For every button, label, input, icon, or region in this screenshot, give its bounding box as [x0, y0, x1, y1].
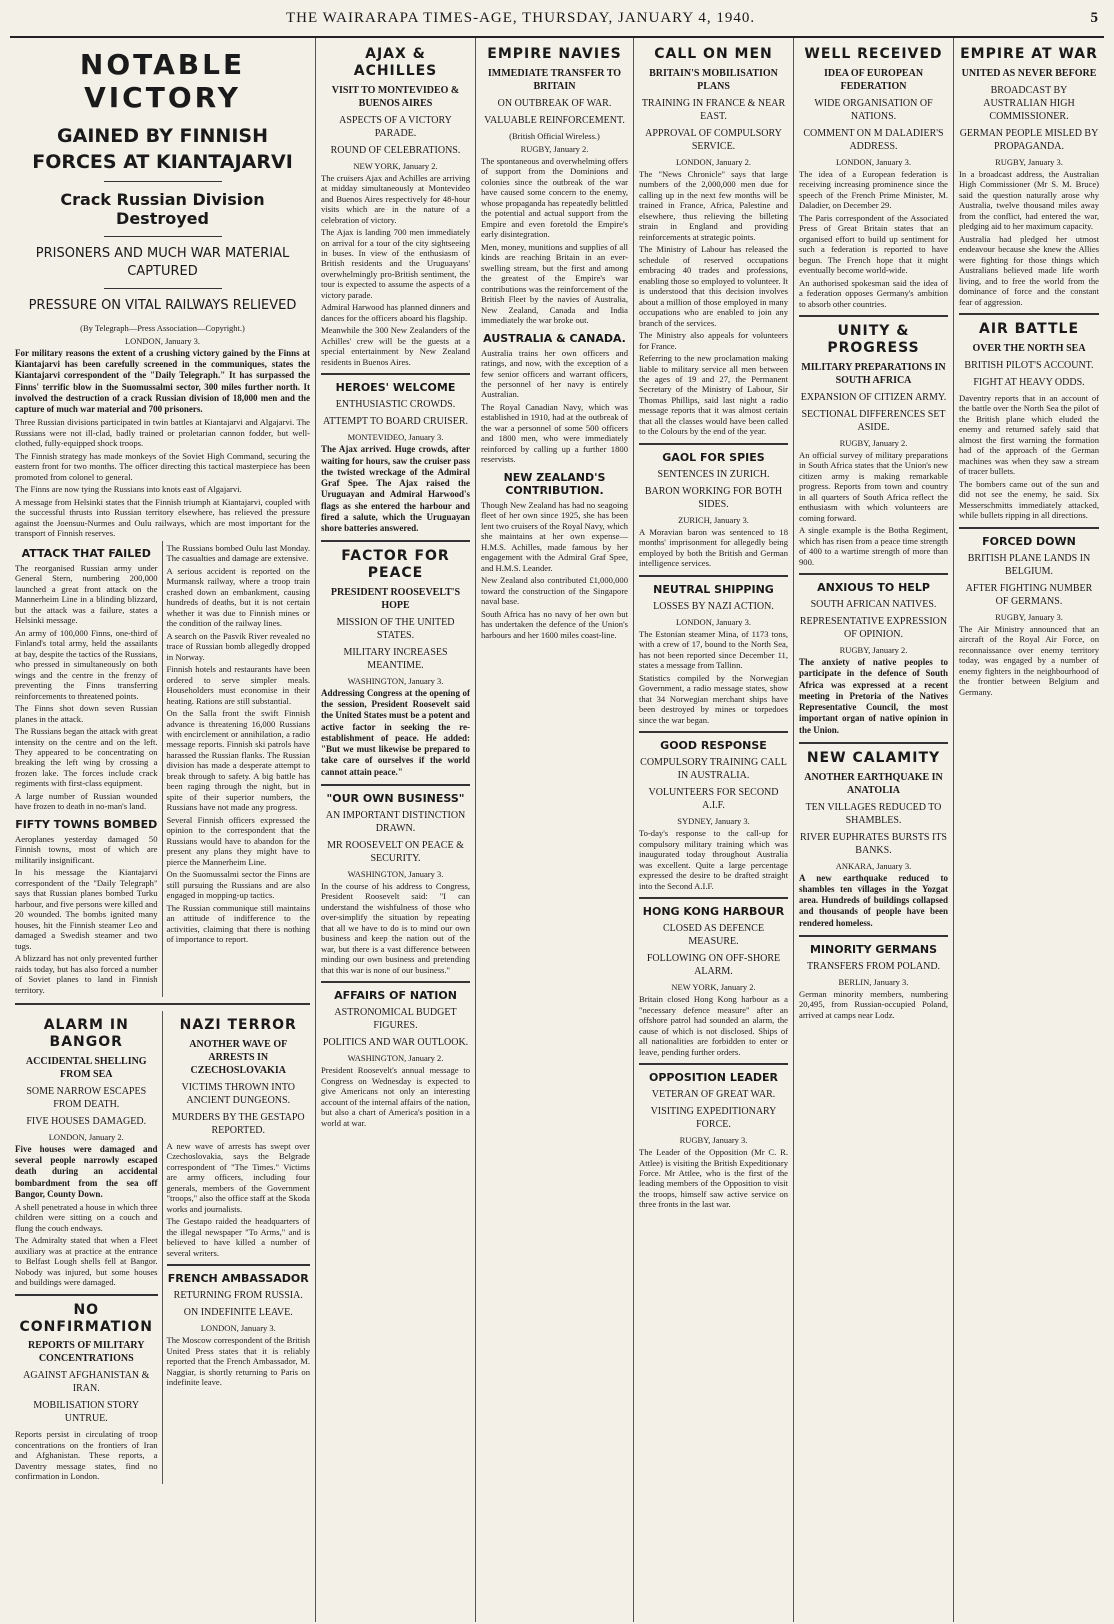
paragraph: The Ministry of Labour has released the schedule of reserved occupations embracing 40 trades and professions, enabling those so employed to volunteer. It is understood that this decision involves about a million of those employed in many occupations who are enabled to join any branch of the services. [639, 244, 788, 328]
deck: MILITARY INCREASES MEANTIME. [343, 646, 448, 671]
paragraph: The Gestapo raided the headquarters of the illegal newspaper "To Arms," and is believed to have killed a number of several writers. [166, 1216, 310, 1258]
headline-new-calamity: NEW CALAMITY [806, 749, 941, 766]
paragraph: Britain closed Hong Kong harbour as a "necessary defence measure" after an offshore patrol had sounded an alarm, the cause of which is not disclosed. Ships of all nationalities are forbidden to enter or leave, pending further orders. [639, 994, 788, 1057]
deck: EXPANSION OF CITIZEN ARMY. [800, 391, 947, 403]
deck: AGAINST AFGHANISTAN & IRAN. [23, 1370, 150, 1395]
headline-nazi-terror: NAZI TERROR [179, 1017, 297, 1034]
paragraph: The Paris correspondent of the Associated Press of Great Britain states that an organised effort to build up sentiment for such a federation is reported to have begun. The French hope that it might eventually become world-wide. [799, 212, 948, 276]
column-4 [634, 38, 794, 1622]
deck: PRESIDENT ROOSEVELT'S HOPE [330, 586, 461, 611]
deck: IMMEDIATE TRANSFER TO BRITAIN [487, 67, 622, 92]
deck: VALUABLE REINFORCEMENT. [484, 114, 625, 126]
deck: ANOTHER WAVE OF ARRESTS IN CZECHOSLOVAKIA [189, 1038, 288, 1076]
headline-no-confirmation: NO CONFIRMATION [19, 1301, 153, 1335]
headline-anxious-to-help: ANXIOUS TO HELP [817, 581, 930, 595]
headline-notable-victory: NOTABLE VICTORY [79, 48, 246, 114]
paragraph: Addressing Congress at the opening of the session, President Roosevelt said the United States must be a potent and active factor in seeking the re-establishment of peace. He added: "But we must likewise be prepared to take care of ourselves if the world cannot attain peace." [321, 687, 470, 777]
dateline: RUGBY, January 3. [679, 1135, 748, 1146]
column-6 [954, 38, 1104, 1622]
subhead-fifty-towns: FIFTY TOWNS BOMBED [15, 817, 158, 831]
paragraph: The Ajax arrived. Huge crowds, after waiting for hours, saw the cruiser pass the twisted wreckage of the Admiral Graf Spee. The Ajax raised the Uruguayan and Admiral Harwood's flags as she entered the harbour and fired a salute, which the Uruguayan shore batteries answered. [321, 444, 470, 534]
paragraph: A large number of Russian wounded have frozen to death in no-man's land. [15, 790, 158, 812]
deck: LOSSES BY NAZI ACTION. [653, 600, 774, 612]
deck: APPROVAL OF COMPULSORY SERVICE. [645, 127, 782, 152]
deck: VICTIMS THROWN INTO ANCIENT DUNGEONS. [181, 1081, 295, 1106]
deck: TRANSFERS FROM POLAND. [806, 960, 941, 972]
paragraph: The bombers came out of the sun and did not see the enemy, he said. Six Messerschmitts immediately attacked, while bullets ripping in all directions. [959, 478, 1099, 521]
dateline: ZURICH, January 3. [678, 514, 749, 525]
deck: ACCIDENTAL SHELLING FROM SEA [25, 1055, 147, 1080]
dateline: WASHINGTON, January 3. [347, 868, 444, 879]
paragraph: Statistics compiled by the Norwegian Government, a radio message states, show that 34 Norwegian merchant ships have been destroyed by mines or torpedoes since the war began. [639, 672, 788, 725]
deck: MR ROOSEVELT ON PEACE & SECURITY. [327, 839, 464, 864]
paragraph: The reorganised Russian army under General Stern, numbering 200,000 launched a great front attack on the Mannerheim Line in a blinding blizzard, but the attack was a failure, states a Helsinki message. [15, 562, 158, 626]
paragraph: The spontaneous and overwhelming offers of support from the Dominions and colonies since the outbreak of the war have caused some concern to the enemy, whose propaganda has repeatedly belittled the potential and actual support from the Empire and even foretold the Empire's early disintegration. [481, 155, 628, 240]
dateline: WASHINGTON, January 2. [347, 1053, 444, 1064]
paragraph: South Africa has no navy of her own but has undertaken the defence of the Union's harbours and her 1600 miles coast-line. [481, 608, 628, 640]
paragraph: The idea of a European federation is receiving increasing prominence since the speech of the French Prime Minister, M. Daladier, on December 29. [799, 168, 948, 211]
deck: POLITICS AND WAR OUTLOOK. [322, 1037, 469, 1049]
paragraph: The Estonian steamer Mina, of 1173 tons, with a crew of 17, bound to the North Sea, has not been reported since December 11, states a message from Tallinn. [639, 628, 788, 671]
paragraph: A serious accident is reported on the Murmansk railway, where a troop train crashed down an embankment, causing hundreds of deaths, but it is not certain whether it was due to Finnish mines or the condition of the railway lines. [166, 565, 310, 629]
paragraph: An official survey of military preparations in South Africa states that the Union's new citizen army is making remarkable progress. Reports from town and country in all quarters of South Africa reflect the enthusiasm with which volunteers are coming forward. [799, 449, 948, 523]
dateline: NEW YORK, January 2. [671, 982, 756, 993]
deck: AN IMPORTANT DISTINCTION DRAWN. [325, 809, 466, 834]
paragraph: Reports persist in circulating of troop concentrations on the frontiers of Iran and Afghanistan. These reports, a Daventry message states, find no confirmation in London. [15, 1429, 158, 1482]
deck: MISSION OF THE UNITED STATES. [336, 616, 455, 641]
paragraph: Men, money, munitions and supplies of all kinds are reaching Britain in an ever-swelling stream, but the first and among the greatest of the Empire's war contributions was the reinforcement of the British Fleet by the navies of Australia, New Zealand, Canada and India immediately the war broke out. [481, 241, 628, 326]
deck: MOBILISATION STORY UNTRUE. [33, 1400, 140, 1425]
deck: ANOTHER EARTHQUAKE IN ANATOLIA [804, 771, 943, 796]
dateline: NEW YORK, January 2. [353, 160, 438, 171]
source: (British Official Wireless.) [509, 130, 600, 141]
paragraph: Finnish hotels and restaurants have been ordered to serve simpler meals. Householders must economise in their heating. Rations are still substantial. [166, 664, 310, 706]
dateline: RUGBY, January 2. [839, 437, 908, 448]
deck: TRAINING IN FRANCE & NEAR EAST. [641, 97, 786, 122]
deck: FOLLOWING ON OFF-SHORE ALARM. [646, 953, 781, 978]
paragraph: The Ministry also appeals for volunteers for France. [639, 330, 788, 351]
headline-french-ambassador: FRENCH AMBASSADOR [167, 1272, 309, 1286]
deck: ATTEMPT TO BOARD CRUISER. [322, 416, 469, 428]
paragraph: The Finns are now tying the Russians into knots east of Algajarvi. [15, 484, 242, 495]
dateline: SYDNEY, January 3. [677, 816, 750, 827]
paragraph: In the course of his address to Congress, President Roosevelt said: "I can understand the wishfulness of those who over-simplify the situation by repeating that all we have to do is to mind our own business and keep the nation out of the war, but there is a vast difference between minding our own business and pretending that this war is none of our business." [321, 880, 470, 975]
deck: BRITISH PILOT'S ACCOUNT. [964, 359, 1094, 371]
headline-factor-for-peace: FACTOR FOR PEACE [341, 548, 450, 582]
deck: REPORTS OF MILITARY CONCENTRATIONS [27, 1340, 145, 1365]
dateline: MONTEVIDEO, January 3. [347, 432, 444, 443]
headline-gaol-for-spies: GAOL FOR SPIES [662, 450, 765, 464]
deck: TEN VILLAGES REDUCED TO SHAMBLES. [805, 801, 942, 826]
deck: VETERAN OF GREAT WAR. [651, 1089, 776, 1101]
paragraph: To-day's response to the call-up for compulsory military training which was inaugurated today throughout Australia was excellent. Quite a large percentage expressed the desire to be drafted straight into the Second A.I.F. [639, 828, 788, 891]
paragraph: President Roosevelt's annual message to Congress on Wednesday is expected to give Americans not only an interesting account of the internal affairs of the nation, but also a chart of America's position in a world at war. [321, 1065, 470, 1128]
deck-russian-division: Crack Russian Division Destroyed [60, 190, 265, 229]
paragraph: The cruisers Ajax and Achilles are arriving at midday simultaneously at Montevideo and Buenos Aires respectively for 48-hour visits which are in the nature of a celebration of victory. [321, 172, 470, 225]
headline-minority-germans: MINORITY GERMANS [809, 942, 938, 956]
paragraph: Australia had pledged her utmost endeavour because she knew the Allies were fighting for those things which Australians believed made life worth living, and to free the world from the dominance of force and the constant fear of aggression. [959, 233, 1099, 307]
deck: REPRESENTATIVE EXPRESSION OF OPINION. [799, 616, 948, 641]
paragraph: On the Suomussalmi sector the Finns are still pursuing the Russians and are also engaged in mopping-up tactics. [166, 869, 310, 901]
headline-forced-down: FORCED DOWN [982, 534, 1076, 548]
deck: UNITED AS NEVER BEFORE [961, 67, 1097, 79]
paragraph: The Russians bombed Oulu last Monday. The casualties and damage are extensive. [166, 542, 310, 564]
dateline: WASHINGTON, January 3. [347, 675, 444, 686]
paragraph: German minority members, numbering 20,495, from Russian-occupied Poland, arrived at camps near Lodz. [799, 988, 948, 1020]
deck: RIVER EUPHRATES BURSTS ITS BANKS. [800, 831, 947, 856]
paragraph: Australia trains her own officers and ratings, and now, with the exception of a few senior officers and warrant officers, the personnel of her navy is entirely Australian. [481, 347, 628, 400]
headline-hong-kong-harbour: HONG KONG HARBOUR [642, 905, 785, 919]
deck-finnish-forces: GAINED BY FINNISH FORCES AT KIANTAJARVI [32, 125, 293, 173]
paragraph: An army of 100,000 Finns, one-third of Finland's total army, held the assailants at bay, despite the tactics of the Russians, who pressed in simultaneously on both wings and the centre in the frenzy of preventing the Finns transferring reinforcements to threatened points. [15, 627, 158, 701]
deck: BARON WORKING FOR BOTH SIDES. [644, 485, 783, 510]
deck-prisoners: PRISONERS AND MUCH WAR MATERIAL CAPTURED [35, 246, 290, 279]
deck: VISIT TO MONTEVIDEO & BUENOS AIRES [331, 84, 460, 109]
deck: RETURNING FROM RUSSIA. [173, 1290, 303, 1302]
deck: OVER THE NORTH SEA [972, 342, 1086, 354]
deck: BRITAIN'S MOBILISATION PLANS [649, 67, 778, 92]
paragraph: The Moscow correspondent of the British United Press states that it is reliably reported that the French Ambassador, M. Naggiar, is shortly returning to Paris on indefinite leave. [166, 1335, 310, 1388]
subhead-attack-failed: ATTACK THAT FAILED [21, 546, 151, 560]
paragraph: A blizzard has not only prevented further raids today, but has also forced a number of Soviet planes to land in Finnish territory. [15, 953, 158, 995]
paragraph: The Russians began the attack with great intensity on the centre and on the left. They appeared to be concentrating on breaking the left wing by crossing a frozen lake. The forces include crack regiments with first-class equipment. [15, 726, 158, 789]
headline-affairs-of-nation: AFFAIRS OF NATION [334, 989, 457, 1003]
paragraph: The Finnish strategy has made monkeys of the Soviet High Command, securing the eastern front for two months. The officer directing this tactical masterpiece has been promoted from colonel to general. [15, 450, 310, 482]
byline: (By Telegraph—Press Association—Copyright.) [80, 322, 245, 333]
column-3 [476, 38, 634, 1622]
paragraph: Though New Zealand has had no seagoing fleet of her own since 1925, she has been lent two cruisers of the Royal Navy, which she maintains at her own expense—H.M.S. Achilles, made famous by her engagement with the Admiral Graf Spee, and H.M.S. Leander. [481, 499, 628, 573]
lower-left [15, 1011, 163, 1484]
paragraph: A message from Helsinki states that the Finnish triumph at Kiantajarvi, coupled with the successful thrusts into Russian territory elsewhere, has relieved the pressure against the Joensuu-Nurmes and Oulu railways, which are most important for the transport of Finnish reserves. [15, 496, 310, 539]
dateline: RUGBY, January 3. [995, 156, 1063, 167]
paragraph: Aeroplanes yesterday damaged 50 Finnish towns, most of which are militarily insignificant. [15, 833, 158, 865]
dateline: RUGBY, January 3. [995, 611, 1063, 622]
paragraph: Five houses were damaged and several people narrowly escaped death during an accidental bombardment from the sea off Bangor, County Down. [15, 1143, 158, 1199]
deck: FIGHT AT HEAVY ODDS. [973, 376, 1085, 388]
deck: SECTIONAL DIFFERENCES SET ASIDE. [801, 408, 946, 433]
deck: ON OUTBREAK OF WAR. [497, 97, 612, 109]
dateline: RUGBY, January 2. [839, 645, 908, 656]
masthead-title: THE WAIRARAPA TIMES-AGE, THURSDAY, JANUARY 4, 1940. [286, 10, 756, 26]
deck: FIVE HOUSES DAMAGED. [26, 1115, 147, 1127]
paragraph: The Air Ministry announced that an aircraft of the Royal Air Force, on reconnaissance over enemy territory today, was engaged by a number of enemy fighters in the neighbourhood of the frontier between Belgium and Germany. [959, 623, 1099, 697]
lower-subcolumns [15, 1011, 310, 1484]
paragraph: In a broadcast address, the Australian High Commissioner (Mr S. M. Bruce) said the question naturally arose why Australia, twelve thousand miles away from the conflict, had entered the war, pledging aid to her maximum capacity. [959, 168, 1099, 232]
paragraph: In his message the Kiantajarvi correspondent of the "Daily Telegraph" says that Russian planes bombed Turku harbour, and five persons were killed and 20 wounded. The bombs ignited many houses, hit the Finnish steamer Leo and damaged a Swedish steamer and two tugs. [15, 867, 158, 951]
paragraph: The anxiety of native peoples to participate in the defence of South Africa was expressed at a recent meeting in Pretoria of the Natives Representative Council, the most important organ of native opinion in the Union. [799, 657, 948, 735]
headline-empire-navies: EMPIRE NAVIES [487, 46, 622, 62]
split-subcolumns [15, 541, 310, 997]
deck: AFTER FIGHTING NUMBER OF GERMANS. [965, 582, 1093, 607]
headline-good-response: GOOD RESPONSE [660, 739, 767, 753]
headline-empire-at-war: EMPIRE AT WAR [960, 46, 1098, 62]
dateline: LONDON, January 2. [675, 156, 752, 167]
masthead [10, 6, 1104, 38]
paragraph: A new earthquake reduced to shambles ten villages in the Yozgat area. Hundreds of buildings collapsed and thousands of people have been rendered homeless. [799, 872, 948, 928]
paragraph: A new wave of arrests has swept over Czechoslovakia, says the Belgrade correspondent of "The Times." Victims are army officers, including four generals, members of the Government "troops," also the office staff at the Skoda works and journalists. [166, 1140, 310, 1214]
deck: MILITARY PREPARATIONS IN SOUTH AFRICA [801, 361, 946, 386]
paragraph: The Russian communique still maintains an attitude of indifference to the activities, claiming that there is nothing of importance to report. [166, 902, 310, 945]
page-number: 5 [1090, 10, 1098, 26]
subcolumn-right [163, 541, 311, 997]
paragraph: The Admiralty stated that when a Fleet auxiliary was at practice at the entrance to Belfast Lough shells fell at Bangor. Nobody was injured, but some houses and buildings were damaged. [15, 1235, 158, 1288]
paragraph: The Finns shot down seven Russian planes in the attack. [15, 703, 158, 724]
paragraph: An authorised spokesman said the idea of a federation opposes Germany's ambition to absorb other countries. [799, 277, 948, 309]
paragraph: Meanwhile the 300 New Zealanders of the Achilles' crew will be the guests at a special entertainment by New Zealand residents in Buenos Aires. [321, 325, 470, 367]
dateline: RUGBY, January 2. [520, 143, 589, 154]
subhead-new-zealand: NEW ZEALAND'S CONTRIBUTION. [503, 470, 606, 497]
paragraph: Admiral Harwood has planned dinners and dances for the officers aboard his flagship. [321, 302, 470, 323]
deck-railways: PRESSURE ON VITAL RAILWAYS RELIEVED [28, 298, 297, 314]
headline-ajax-achilles: AJAX & ACHILLES [353, 46, 438, 79]
paragraph: A single example is the Botha Regiment, which has risen from a peace time strength of 400 to a wartime strength of more than 900. [799, 525, 948, 567]
paragraph: A Moravian baron was sentenced to 18 months' imprisonment for allegedly being employed by both the British and German intelligence services. [639, 526, 788, 569]
headline-alarm-bangor: ALARM IN BANGOR [43, 1017, 129, 1050]
subhead-australia-canada: AUSTRALIA & CANADA. [483, 331, 626, 345]
paragraph: The Royal Canadian Navy, which was established in 1910, had at the outbreak of the war a personnel of some 500 officers and 1800 men, who were immediately reinforced by calling up a further 1800 reservists. [481, 401, 628, 465]
deck: ON INDEFINITE LEAVE. [183, 1307, 293, 1319]
deck: GERMAN PEOPLE MISLED BY PROPAGANDA. [959, 127, 1099, 152]
paragraph: Daventry reports that in an account of the battle over the North Sea the pilot of the British plane which eluded the enemy and returned safely said that almost the first warning the formation had of the approach of the German machines was when they saw a stream of tracer bullets. [959, 392, 1099, 477]
deck: ENTHUSIASTIC CROWDS. [335, 399, 456, 411]
deck: CLOSED AS DEFENCE MEASURE. [662, 923, 765, 948]
deck: IDEA OF EUROPEAN FEDERATION [823, 67, 924, 92]
dateline: LONDON, January 3. [200, 1323, 276, 1334]
columns [10, 38, 1104, 1622]
deck: COMMENT ON M DALADIER'S ADDRESS. [803, 127, 944, 152]
column-1 [10, 38, 316, 1622]
deck: SOUTH AFRICAN NATIVES. [810, 599, 937, 611]
paragraph: Three Russian divisions participated in twin battles at Kiantajarvi and Algajarvi. The Russians were not ill-clad, badly trained or proletarian cannon fodder, but well-clothed, fully-equipped shock troops. [15, 417, 310, 449]
headline-heroes-welcome: HEROES' WELCOME [335, 381, 456, 395]
paragraph: New Zealand also contributed £1,000,000 toward the construction of the Singapore naval base. [481, 575, 628, 607]
headline-opposition-leader: OPPOSITION LEADER [649, 1071, 778, 1085]
deck: SOME NARROW ESCAPES FROM DEATH. [26, 1085, 147, 1110]
dateline: LONDON, January 3. [835, 156, 912, 167]
deck: VISITING EXPEDITIONARY FORCE. [650, 1106, 777, 1131]
headline-call-on-men: CALL ON MEN [654, 46, 773, 62]
headline-neutral-shipping: NEUTRAL SHIPPING [653, 582, 774, 596]
headline-unity-progress: UNITY & PROGRESS [827, 323, 920, 356]
paragraph: A search on the Pasvik River revealed no trace of Russian bomb allegedly dropped in Norway. [166, 630, 310, 662]
deck: BRITISH PLANE LANDS IN BELGIUM. [967, 552, 1091, 577]
paragraph: Several Finnish officers expressed the opinion to the correspondent that the Russians would have to abandon for the present any plans they might have to pierce the Mannerheim Line. [166, 814, 310, 867]
headline-well-received: WELL RECEIVED [804, 46, 943, 62]
deck: ASTRONOMICAL BUDGET FIGURES. [334, 1007, 457, 1032]
deck: ASPECTS OF A VICTORY PARADE. [339, 114, 452, 139]
deck: WIDE ORGANISATION OF NATIONS. [814, 97, 933, 122]
paragraph: The Leader of the Opposition (Mr C. R. Attlee) is visiting the British Expeditionary Force. Mr Attlee, who is the first of the leading members of the Opposition to visit the troops, himself saw active service on three fronts in the last war. [639, 1147, 788, 1210]
deck: MURDERS BY THE GESTAPO REPORTED. [171, 1111, 305, 1136]
paragraph: The Ajax is landing 700 men immediately on arrival for a tour of the city sightseeing in buses. In view of the enthusiasm of British residents and the Uruguayans' overwhelmingly pro-British sentiment, the tour is expected to assume the aspects of a victory parade. [321, 227, 470, 300]
lower-right [163, 1011, 311, 1484]
paragraph: A shell penetrated a house in which three children were sitting on a couch and flung the couch endways. [15, 1202, 158, 1233]
deck: COMPULSORY TRAINING CALL IN AUSTRALIA. [640, 757, 787, 782]
dateline: BERLIN, January 3. [838, 976, 909, 987]
dateline: ANKARA, January 3. [835, 860, 912, 871]
deck: ROUND OF CELEBRATIONS. [330, 144, 461, 156]
deck: BROADCAST BY AUSTRALIAN HIGH COMMISSIONER. [983, 84, 1075, 122]
paragraph: The "News Chronicle" says that large numbers of the 2,000,000 men due for calling up in the next few months will be trained in France, Africa, Palestine and elsewhere, thus relieving the billeting strain in England and providing reinforcements at strategic points. [639, 168, 788, 242]
headline-air-battle: AIR BATTLE [978, 321, 1080, 338]
deck: VOLUNTEERS FOR SECOND A.I.F. [648, 787, 779, 812]
dateline: LONDON, January 3. [124, 335, 201, 346]
subcolumn-left [15, 541, 163, 997]
dateline: LONDON, January 3. [675, 616, 752, 627]
column-5 [794, 38, 954, 1622]
paragraph: Referring to the new proclamation making liable to military service all men between the ages of 19 and 27, the Permanent Secretary of the Ministry of Labour, Sir Thomas Phillips, said last night a radio message reports that it was almost certain that all the classes would have been called to the Colours by the end of the year. [639, 353, 788, 437]
dateline: LONDON, January 2. [48, 1131, 124, 1142]
column-2 [316, 38, 476, 1622]
paragraph: On the Salla front the swift Finnish advance is threatening 16,000 Russians with encirclement or annihilation, a radio message reports. Finnish ski patrols have harassed the Russian flanks. The Russian division has made a desperate attempt to break through to safety. A big battle has been raging through the night, but in spite of their superior numbers, the Russians have not made any progress. [166, 708, 310, 813]
lead-paragraph: For military reasons the extent of a crushing victory gained by the Finns at Kiantajarvi has been carefully screened in the communiques, states the Kiantajarvi correspondent of the "Daily Telegraph." It has surpassed the Finns' terrific blow in the Suomussalmi sector, 300 miles further north. It involved the destruction of a crack Russian division of 18,000 men and the capture of much war material and 700 prisoners. [15, 347, 310, 415]
deck: SENTENCES IN ZURICH. [657, 468, 770, 480]
headline-our-own-business: "OUR OWN BUSINESS" [326, 791, 465, 805]
